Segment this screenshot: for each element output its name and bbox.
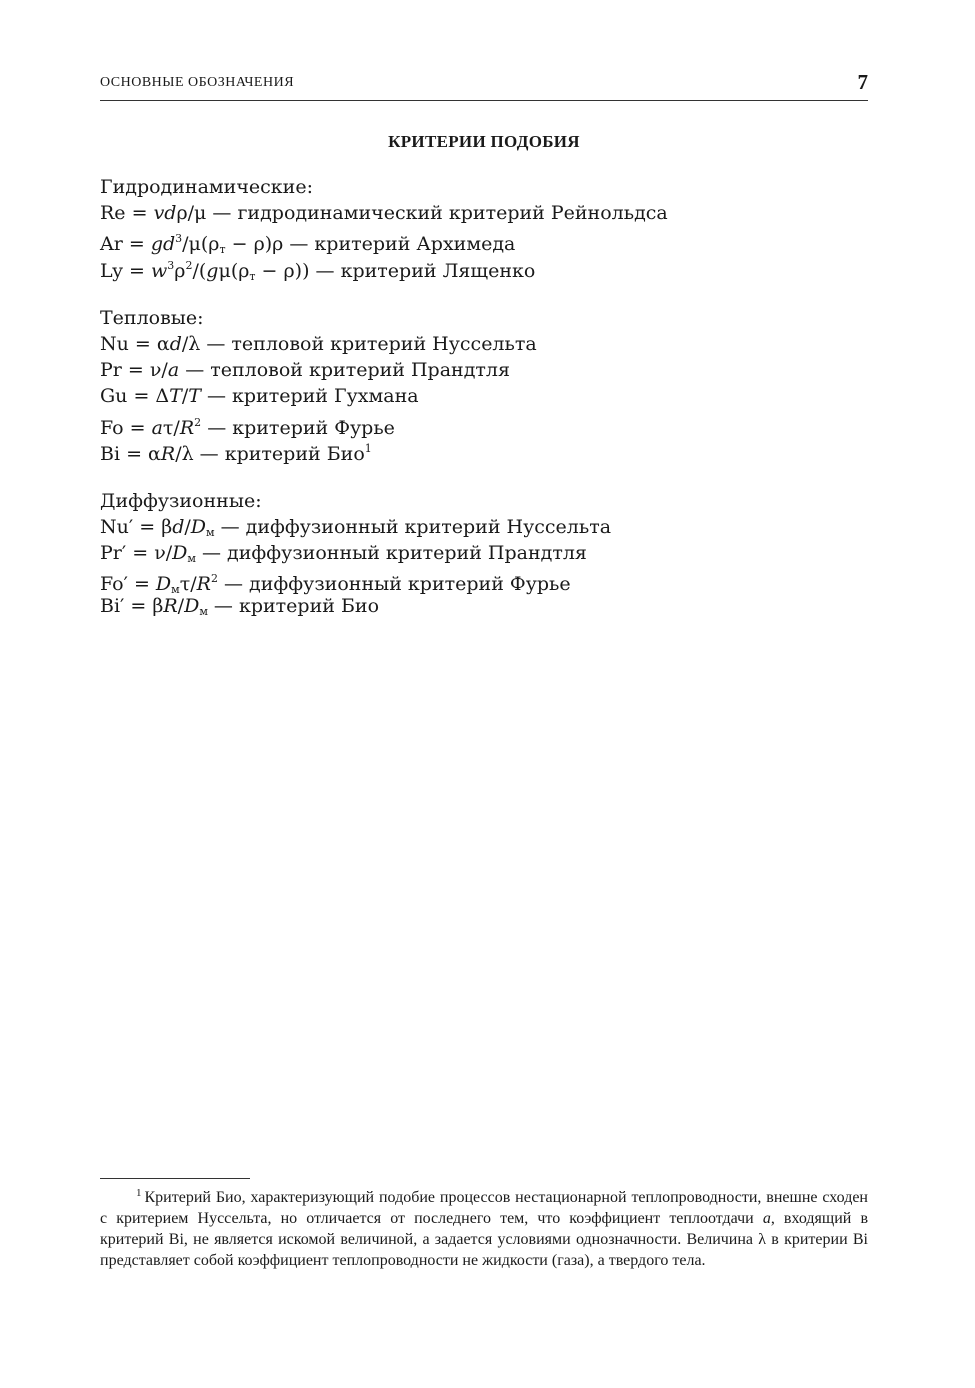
desc-archimedes: — критерий Архимеда	[283, 233, 516, 256]
criterion-fourier	[100, 410, 868, 439]
formula-nusselt: Nu = αd/λ	[100, 332, 201, 355]
desc-fourier: — критерий Фурье	[201, 416, 395, 439]
desc-lyashchenko: — критерий Лященко	[309, 259, 536, 282]
footnote-mark: 1	[136, 1187, 142, 1199]
running-title: ОСНОВНЫЕ ОБОЗНАЧЕНИЯ	[100, 75, 295, 90]
formula-archimedes: $Ar = gd^3/\mu(\rho_т - \rho)\rho$	[100, 232, 284, 257]
page-number: 7	[857, 70, 868, 94]
desc-prandtl: — тепловой критерий Прандтля	[179, 359, 510, 382]
running-head	[100, 72, 868, 101]
diffusion-group	[100, 488, 868, 619]
criterion-diff-biot	[100, 593, 868, 619]
desc-gukhman: — критерий Гухмана	[200, 385, 419, 408]
criterion-prandtl	[100, 357, 868, 383]
footnote	[100, 1183, 868, 1271]
hydrodynamic-group	[100, 174, 868, 283]
criterion-diff-fourier	[100, 566, 868, 597]
footnote-symbol-a: a	[762, 1210, 771, 1227]
thermal-group	[100, 305, 868, 465]
criterion-gukhman	[100, 383, 868, 409]
criterion-lyashchenko	[100, 253, 868, 283]
desc-diff-prandtl: — диффузионный критерий Прандтля	[195, 542, 587, 565]
criterion-biot	[100, 436, 868, 465]
section-heading: КРИТЕРИИ ПОДОБИЯ	[388, 132, 580, 151]
formula-fourier: $Fo = a\tau/R^2$	[100, 415, 202, 439]
footnote-text-part1: Критерий Био, характеризующий подобие процессов нестационарной теплопроводности, внешне сходен с критерием Нуссельта, но отличается от последнего тем, что коэффициент теплоотдачи	[100, 1189, 868, 1227]
footnote-divider	[100, 1178, 250, 1179]
desc-reynolds: — гидродинамический критерий Рейнольдса	[206, 202, 668, 225]
footnote-text-part2: , входящий в критерий Bi, не является искомой величиной, а задается условиями однозначности. Величина λ в критерии Bi представляет собой коэффициент теплопроводности не жидкости (газа), а твердого тела.	[100, 1210, 868, 1269]
desc-nusselt: — тепловой критерий Нуссельта	[200, 332, 537, 355]
formula-reynolds: Re = vdρ/μ	[100, 202, 207, 225]
desc-biot: — критерий Био	[193, 442, 365, 465]
group-title-hydrodynamic: Гидродинамические:	[100, 176, 313, 198]
formula-diff-nusselt: $Nu' = \beta d/D_м$	[100, 516, 215, 540]
footnote-ref: 1	[364, 441, 372, 455]
criterion-diff-prandtl	[100, 540, 868, 566]
criterion-nusselt	[100, 331, 868, 357]
formula-lyashchenko: $Ly = w^3\rho^2/(g\mu(\rho_т - \rho))$	[100, 258, 310, 283]
group-title-diffusion: Диффузионные:	[100, 489, 262, 512]
group-title-thermal: Тепловые:	[100, 306, 204, 329]
criterion-reynolds	[100, 200, 868, 226]
criteria-content	[100, 174, 868, 645]
formula-biot: Bi = αR/λ	[100, 442, 194, 465]
formula-prandtl: Pr = ν/a	[100, 359, 180, 382]
criterion-archimedes	[100, 226, 868, 257]
desc-diff-fourier: — диффузионный критерий Фурье	[217, 573, 571, 596]
formula-diff-fourier: $Fo' = D_м\tau/R^2$	[100, 572, 218, 597]
criterion-diff-nusselt	[100, 514, 868, 540]
desc-diff-biot: — критерий Био	[207, 594, 380, 617]
formula-diff-biot: $Bi' = \beta R/D_м$	[100, 594, 208, 618]
formula-gukhman: Gu = ΔT/T	[100, 385, 201, 408]
desc-diff-nusselt: — диффузионный критерий Нуссельта	[214, 516, 612, 539]
formula-diff-prandtl: $Pr' = \nu/D_м$	[100, 542, 196, 566]
